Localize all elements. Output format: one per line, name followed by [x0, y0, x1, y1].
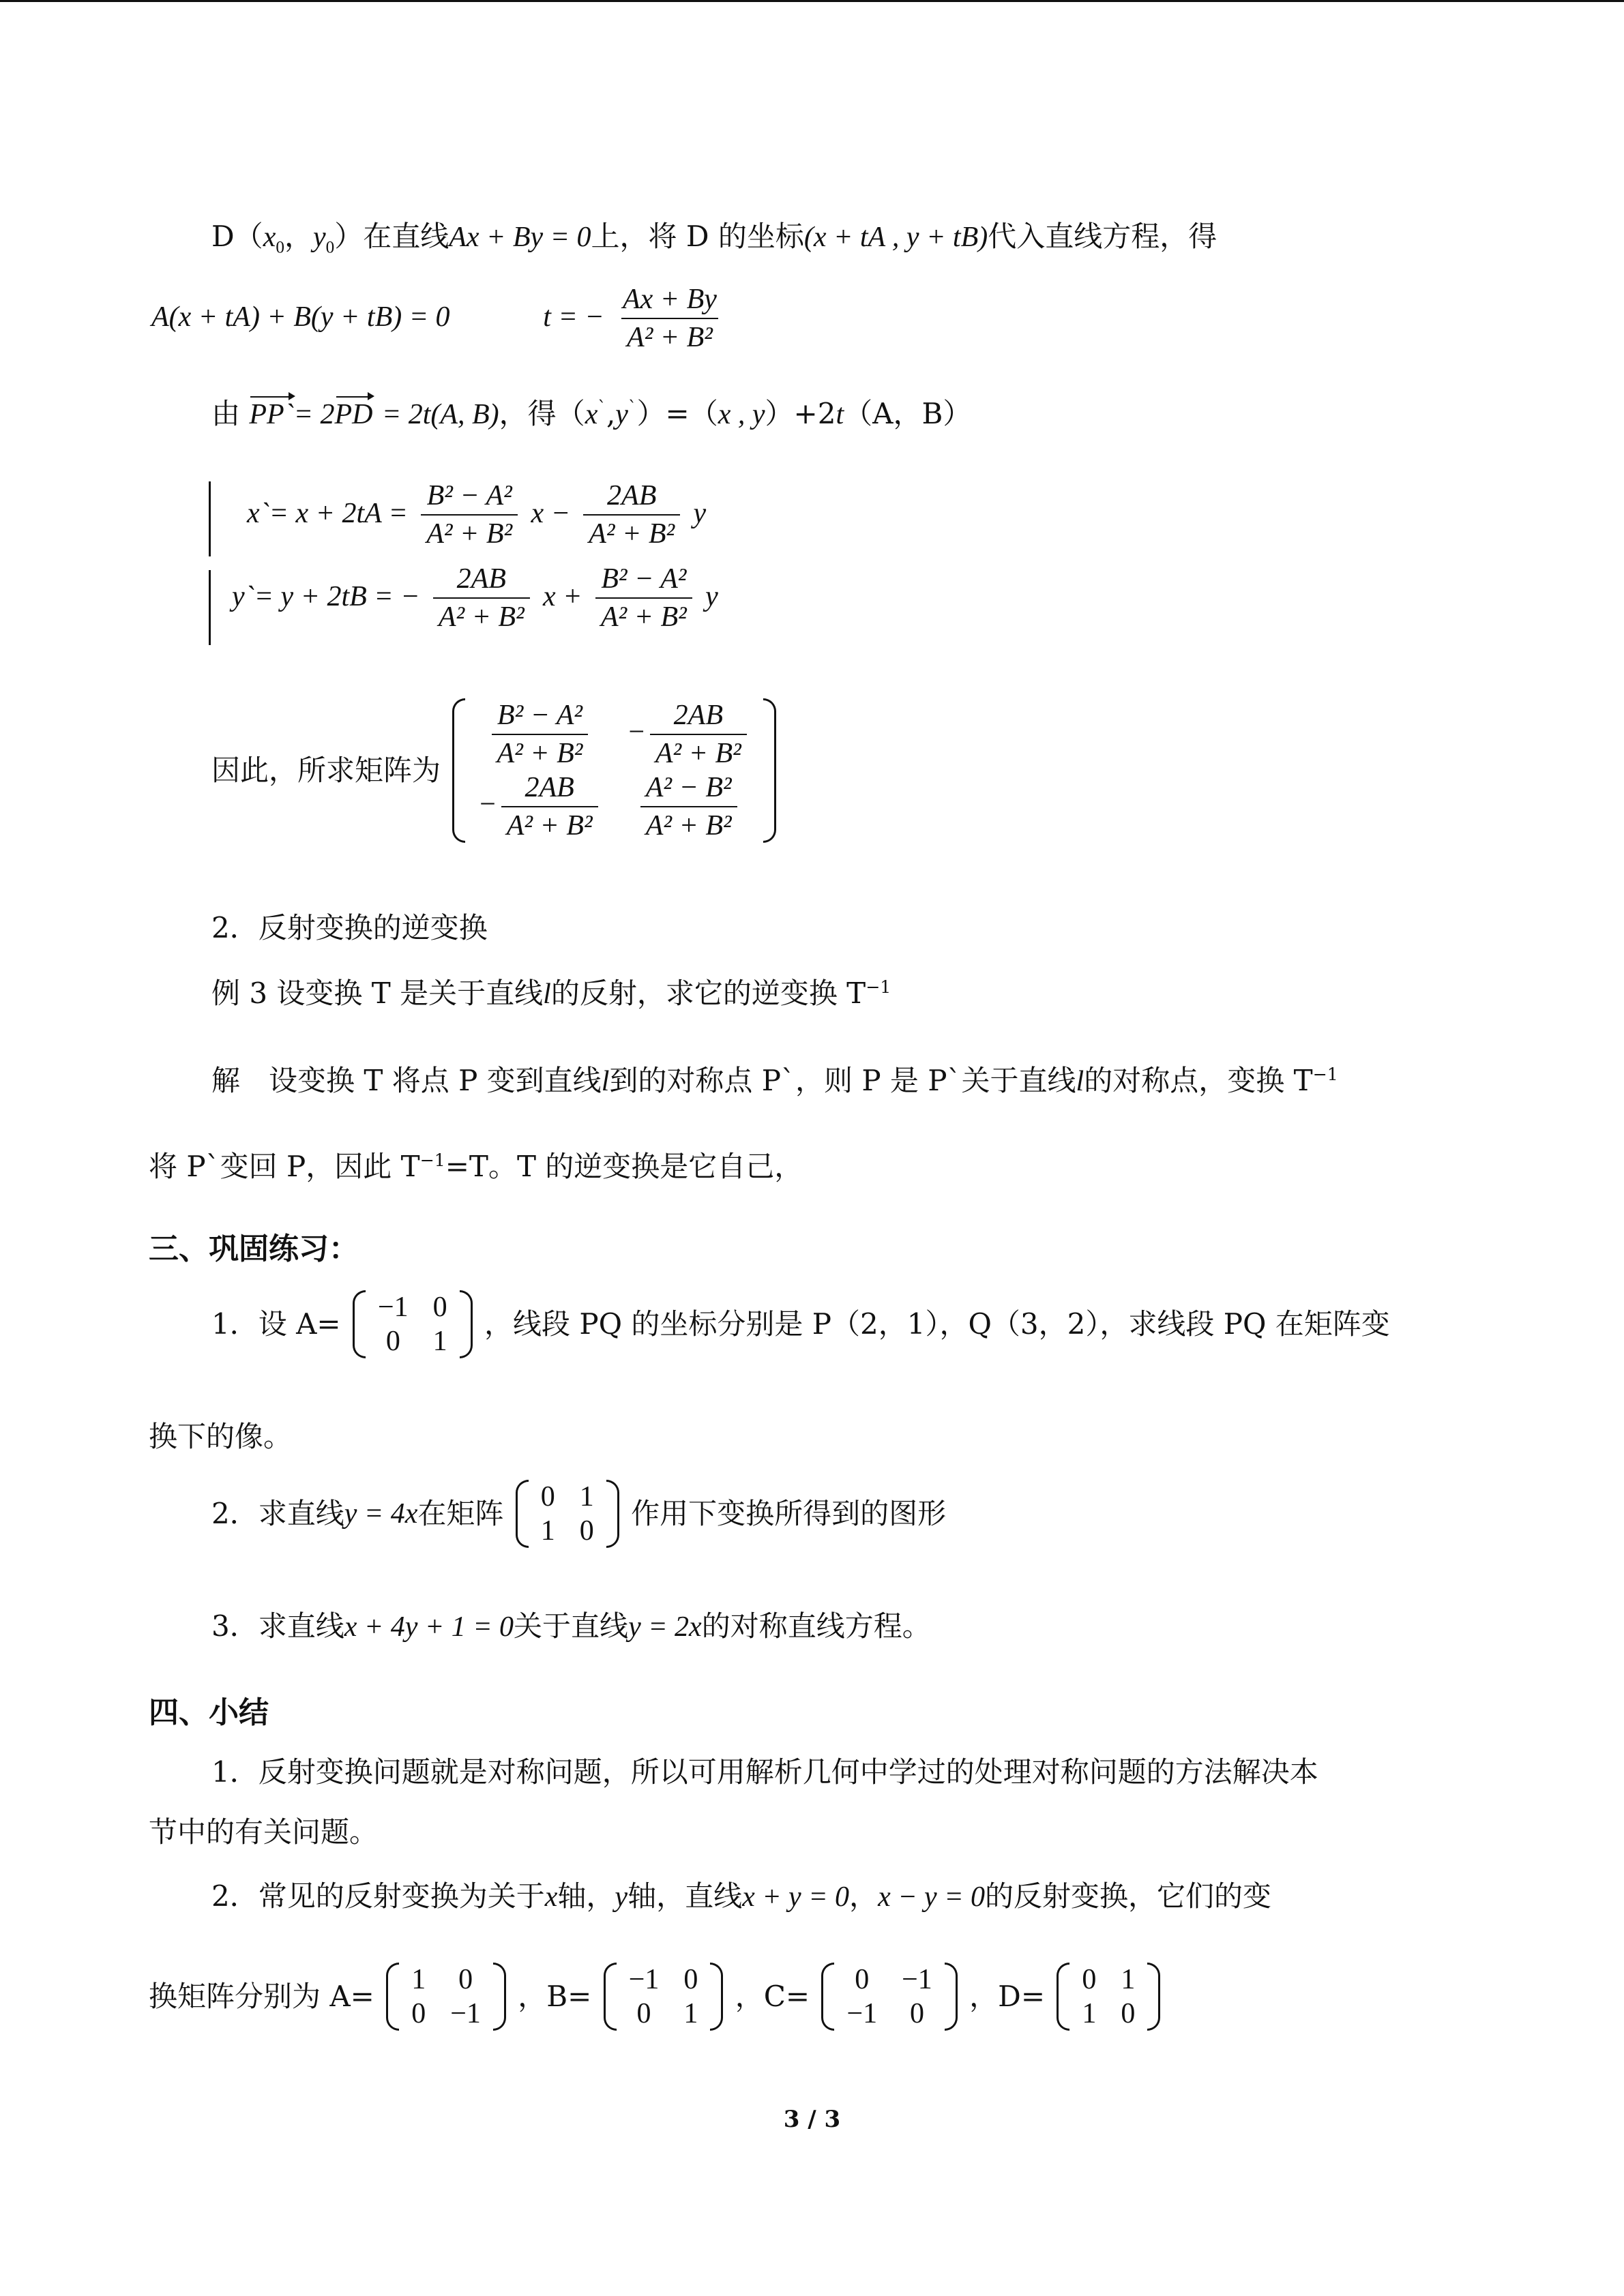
fraction: [595, 565, 692, 631]
text-segment: 2．常见的反射变换为关于: [211, 1879, 545, 1913]
vector-pp: PP`: [249, 399, 294, 430]
text-segment: 四、小结: [149, 1695, 269, 1730]
text-segment: ，: [849, 1879, 879, 1913]
matrix-cell: −1: [377, 1292, 409, 1323]
matrix-cell: 0: [385, 1326, 400, 1357]
text-segment: 到的对称点 P`，则 P 是 P`关于直线: [609, 1064, 1076, 1097]
math-segment: y: [693, 498, 707, 529]
text-segment: ，得（: [499, 397, 585, 430]
reflection-matrix: [452, 698, 776, 843]
text-segment: ,: [606, 397, 616, 430]
matrix-cell: −1: [450, 1998, 481, 2029]
minus-sign: −: [626, 716, 646, 748]
system-equation-2: [232, 565, 718, 631]
math-xy: x , y: [718, 399, 765, 430]
math-equation: x + y = 0: [742, 1881, 850, 1913]
matrix-cell: 1: [683, 1998, 698, 2029]
math-x: x: [544, 1881, 558, 1913]
system-brace: [209, 481, 225, 645]
text-segment: 的对称点，变换 T: [1084, 1064, 1313, 1097]
matrix-swap: [516, 1480, 619, 1548]
text-segment: 3．求直线: [211, 1609, 344, 1643]
fraction-denominator: A² + B²: [640, 806, 737, 840]
text-segment: 轴，直线: [628, 1879, 743, 1913]
matrix-cell: 0: [636, 1998, 651, 2029]
section-3-heading: [149, 1234, 359, 1264]
matrix-cell: −1: [628, 1964, 660, 1995]
math-y-prime: y: [615, 399, 628, 430]
fraction-numerator: 2AB: [525, 772, 574, 803]
math-x-prime: x: [585, 399, 598, 430]
matrix-cell: 1: [411, 1964, 426, 1995]
matrix-cell: −1: [846, 1998, 878, 2029]
superscript: −1: [866, 977, 891, 997]
summary-matrices: [149, 1963, 1163, 2031]
matrix-b-reflect-y: [604, 1963, 724, 2031]
text-segment: 1．反射变换问题就是对称问题，所以可用解析几何中学过的处理对称问题的方法解决本: [211, 1755, 1318, 1789]
superscript: −1: [1312, 1064, 1338, 1084]
text-segment: ，C=: [735, 1980, 810, 2013]
matrix-cell: 0: [1121, 1998, 1136, 2029]
text-segment: ，: [284, 220, 313, 253]
math-segment: x`= x + 2tA =: [247, 498, 408, 529]
matrix-cell: 0: [909, 1998, 924, 2029]
matrix-cell: 0: [411, 1998, 426, 2029]
text-segment: 因此，所求矩阵为: [211, 754, 441, 787]
solution-line-2: [149, 1152, 803, 1181]
text-segment: 例 3 设变换 T 是关于直线: [211, 976, 544, 1010]
derivation-line-2: [151, 285, 726, 352]
text-segment: ，D=: [969, 1980, 1046, 2013]
math-segment: x +: [543, 581, 582, 612]
math-segment: y: [705, 581, 718, 612]
math-equation: y = 4x: [344, 1498, 418, 1530]
top-border-line: [0, 0, 1624, 2]
fraction-numerator: 2AB: [456, 563, 506, 595]
fraction-t: [617, 285, 722, 352]
matrix-cell: 0: [458, 1964, 473, 1995]
matrix-cell: 0: [683, 1964, 698, 1995]
matrix-entry-12: [650, 701, 747, 768]
math-segment: y`= y + 2tB = −: [232, 581, 420, 612]
matrix-cell: 0: [855, 1964, 870, 1995]
matrix-cell: 1: [540, 1515, 555, 1547]
exercise-1-continued: [149, 1422, 292, 1451]
matrix-cell: 0: [1082, 1964, 1097, 1995]
fraction-numerator: B² − A²: [601, 563, 687, 595]
fraction-denominator: A² + B²: [650, 734, 747, 768]
derivation-line-1: [211, 220, 1217, 257]
matrix-entry-22: [640, 773, 737, 840]
example-3: [211, 976, 891, 1010]
math-equation: y = 2x: [628, 1611, 702, 1643]
text-segment: 节中的有关问题。: [149, 1815, 379, 1849]
summary-1: [211, 1755, 1318, 1789]
math-l: l: [543, 979, 551, 1010]
solution-line-1: [211, 1064, 1338, 1097]
text-segment: （A，B）: [844, 397, 972, 430]
text-segment: 2．反射变换的逆变换: [211, 911, 488, 944]
subscript: 0: [276, 238, 284, 257]
math-x0: x: [263, 222, 276, 253]
matrix-cell: 0: [432, 1292, 447, 1323]
fraction-denominator: A² + B²: [621, 318, 718, 352]
exercise-3: [211, 1609, 931, 1643]
math-segment: = 2: [293, 399, 335, 430]
exercise-2: [211, 1480, 946, 1548]
text-segment: 作用下变换所得到的图形: [631, 1497, 947, 1530]
fraction: [421, 481, 518, 548]
fraction-numerator: Ax + By: [623, 284, 717, 315]
text-segment: 解 设变换 T 将点 P 变到直线: [211, 1064, 602, 1097]
page-number: 3 / 3: [783, 2106, 841, 2133]
fraction-denominator: A² + B²: [595, 597, 692, 631]
matrix-d-reflect-diagonal: [1057, 1963, 1160, 2031]
fraction-denominator: A² + B²: [583, 514, 680, 548]
system-equation-1: [247, 481, 706, 548]
text-segment: 由: [211, 397, 241, 430]
text-segment: ）=（: [636, 397, 718, 430]
text-segment: 换矩阵分别为 A=: [149, 1980, 374, 2013]
math-segment: x −: [531, 498, 570, 529]
text-segment: 轴，: [557, 1879, 615, 1913]
minus-sign: −: [477, 788, 497, 820]
text-segment: ）+2: [765, 397, 836, 430]
prime-mark: `: [628, 398, 637, 417]
derivation-line-3: [211, 397, 972, 430]
math-y0: y: [312, 222, 326, 253]
matrix-cell: −1: [902, 1964, 932, 1995]
subscript: 0: [325, 238, 335, 257]
vector-pd: PD: [334, 399, 373, 430]
math-equation: x + 4y + 1 = 0: [344, 1611, 514, 1643]
text-segment: 三、巩固练习：: [149, 1232, 359, 1266]
text-segment: =T。T 的逆变换是它自己，: [445, 1150, 803, 1183]
text-segment: 在矩阵: [417, 1497, 504, 1530]
text-segment: 上，将 D 的坐标: [591, 220, 804, 253]
summary-2: [211, 1879, 1272, 1913]
math-equation: x − y = 0: [878, 1881, 986, 1913]
matrix-entry-21: [501, 773, 598, 840]
fraction-numerator: A² − B²: [645, 772, 732, 803]
matrix-cell: 1: [1082, 1998, 1097, 2029]
text-segment: 的对称直线方程。: [701, 1609, 931, 1643]
math-t: t: [836, 399, 844, 430]
text-segment: 1．设 A=: [211, 1307, 341, 1341]
math-substituted-equation: A(x + tA) + B(y + tB) = 0: [151, 301, 450, 333]
text-segment: 的反射变换，它们的变: [985, 1879, 1272, 1913]
prime-mark: `: [597, 398, 606, 417]
text-segment: 换下的像。: [149, 1420, 293, 1453]
fraction-denominator: A² + B²: [492, 734, 589, 768]
math-coordinates: (x + tA , y + tB): [803, 222, 988, 253]
text-segment: 的反射，求它的逆变换 T: [550, 976, 866, 1010]
text-segment: D（: [211, 220, 263, 253]
fraction-numerator: 2AB: [607, 480, 657, 511]
math-segment: = 2t(A, B): [381, 399, 499, 430]
summary-1-continued: [149, 1815, 379, 1849]
math-l: l: [1076, 1066, 1084, 1097]
fraction: [583, 481, 680, 548]
superscript: −1: [419, 1150, 445, 1170]
matrix-cell: 0: [540, 1481, 555, 1512]
matrix-a-reflect-x: [386, 1963, 506, 2031]
text-segment: 2．求直线: [211, 1497, 344, 1530]
matrix-cell: 1: [432, 1326, 447, 1357]
math-line-equation: Ax + By = 0: [449, 222, 591, 253]
math-y: y: [615, 1881, 628, 1913]
text-segment: ，B=: [518, 1980, 592, 2013]
fraction-numerator: B² − A²: [426, 480, 512, 511]
text-segment: 代入直线方程，得: [988, 220, 1217, 253]
fraction-numerator: 2AB: [673, 700, 723, 731]
math-l: l: [601, 1066, 610, 1097]
text-segment: 关于直线: [514, 1609, 629, 1643]
exercise-1: [211, 1290, 1390, 1358]
fraction-denominator: A² + B²: [433, 597, 530, 631]
text-segment: ）在直线: [334, 220, 449, 253]
fraction-denominator: A² + B²: [421, 514, 518, 548]
matrix-a: [353, 1290, 473, 1358]
math-t-equals: t = −: [543, 301, 604, 333]
matrix-cell: 0: [579, 1515, 594, 1547]
text-segment: 将 P`变回 P，因此 T: [149, 1150, 420, 1183]
section-2-heading: [211, 911, 488, 944]
matrix-result-line: [211, 698, 779, 843]
section-4-heading: [149, 1695, 269, 1730]
text-segment: ，线段 PQ 的坐标分别是 P（2，1），Q（3，2），求线段 PQ 在矩阵变: [484, 1307, 1390, 1341]
fraction-denominator: A² + B²: [501, 806, 598, 840]
matrix-cell: 1: [1121, 1964, 1136, 1995]
fraction-numerator: B² − A²: [497, 700, 582, 731]
matrix-c-reflect-anti-diagonal: [821, 1963, 957, 2031]
matrix-cell: 1: [579, 1481, 594, 1512]
matrix-entry-11: [492, 701, 589, 768]
fraction: [433, 565, 530, 631]
